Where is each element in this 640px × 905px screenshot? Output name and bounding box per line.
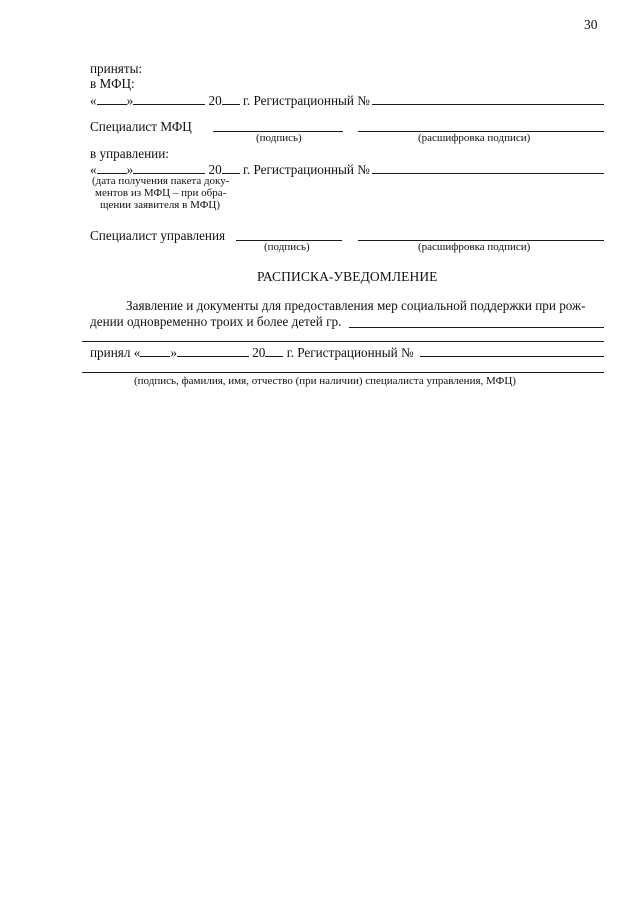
statement-line-2: дении одновременно троих и более детей гр.: [90, 314, 342, 329]
year-prefix: 20: [252, 345, 266, 360]
year-prefix: 20: [208, 93, 222, 108]
mfc-label: в МФЦ:: [90, 76, 135, 91]
year-field[interactable]: [222, 92, 240, 105]
accepted-row: [90, 344, 414, 359]
bottom-caption: (подпись, фамилия, имя, отчество (при наличии) специалиста управления, МФЦ): [134, 375, 516, 387]
date-note-line-3: щении заявителя в МФЦ): [100, 199, 220, 211]
date-note-line-2: ментов из МФЦ – при обра-: [95, 187, 227, 199]
department-date-row: [90, 161, 370, 176]
registration-label: г. Регистрационный №: [242, 162, 370, 177]
department-registration-number-field[interactable]: [372, 173, 604, 174]
quote-open: «: [90, 93, 97, 108]
department-transcript-caption: (расшифровка подписи): [418, 241, 531, 253]
citizen-name-field[interactable]: [349, 327, 604, 328]
month-field[interactable]: [133, 92, 205, 105]
quote-close: »: [126, 162, 134, 177]
quote-close: »: [170, 345, 177, 360]
department-signature-caption: (подпись): [264, 241, 310, 253]
mfc-signature-caption: (подпись): [256, 132, 302, 144]
accepted-label: принял «: [90, 345, 141, 360]
mfc-registration-number-field[interactable]: [372, 104, 604, 105]
page-number: 30: [584, 17, 598, 32]
year-field[interactable]: [265, 344, 283, 357]
mfc-specialist-label: Специалист МФЦ: [90, 119, 192, 134]
receipt-title: РАСПИСКА-УВЕДОМЛЕНИЕ: [257, 269, 438, 284]
department-specialist-label: Специалист управления: [90, 228, 226, 243]
divider-line: [82, 341, 604, 342]
statement-line-1: Заявление и документы для предоставления мер социальной поддержки при рож-: [126, 298, 586, 313]
registration-label: г. Регистрационный №: [242, 93, 370, 108]
day-field[interactable]: [97, 161, 127, 174]
specialist-signature-line[interactable]: [82, 372, 604, 373]
accepted-registration-number-field[interactable]: [420, 356, 604, 357]
quote-close: »: [126, 93, 134, 108]
month-field[interactable]: [133, 161, 205, 174]
received-label: приняты:: [90, 61, 143, 76]
date-note-line-1: (дата получения пакета доку-: [92, 175, 230, 187]
month-field[interactable]: [177, 344, 249, 357]
day-field[interactable]: [140, 344, 170, 357]
mfc-transcript-caption: (расшифровка подписи): [418, 132, 531, 144]
registration-label: г. Регистрационный №: [286, 345, 414, 360]
year-prefix: 20: [208, 162, 222, 177]
mfc-date-row: [90, 92, 370, 107]
quote-open: «: [90, 162, 97, 177]
day-field[interactable]: [97, 92, 127, 105]
year-field[interactable]: [222, 161, 240, 174]
department-label: в управлении:: [90, 146, 169, 161]
